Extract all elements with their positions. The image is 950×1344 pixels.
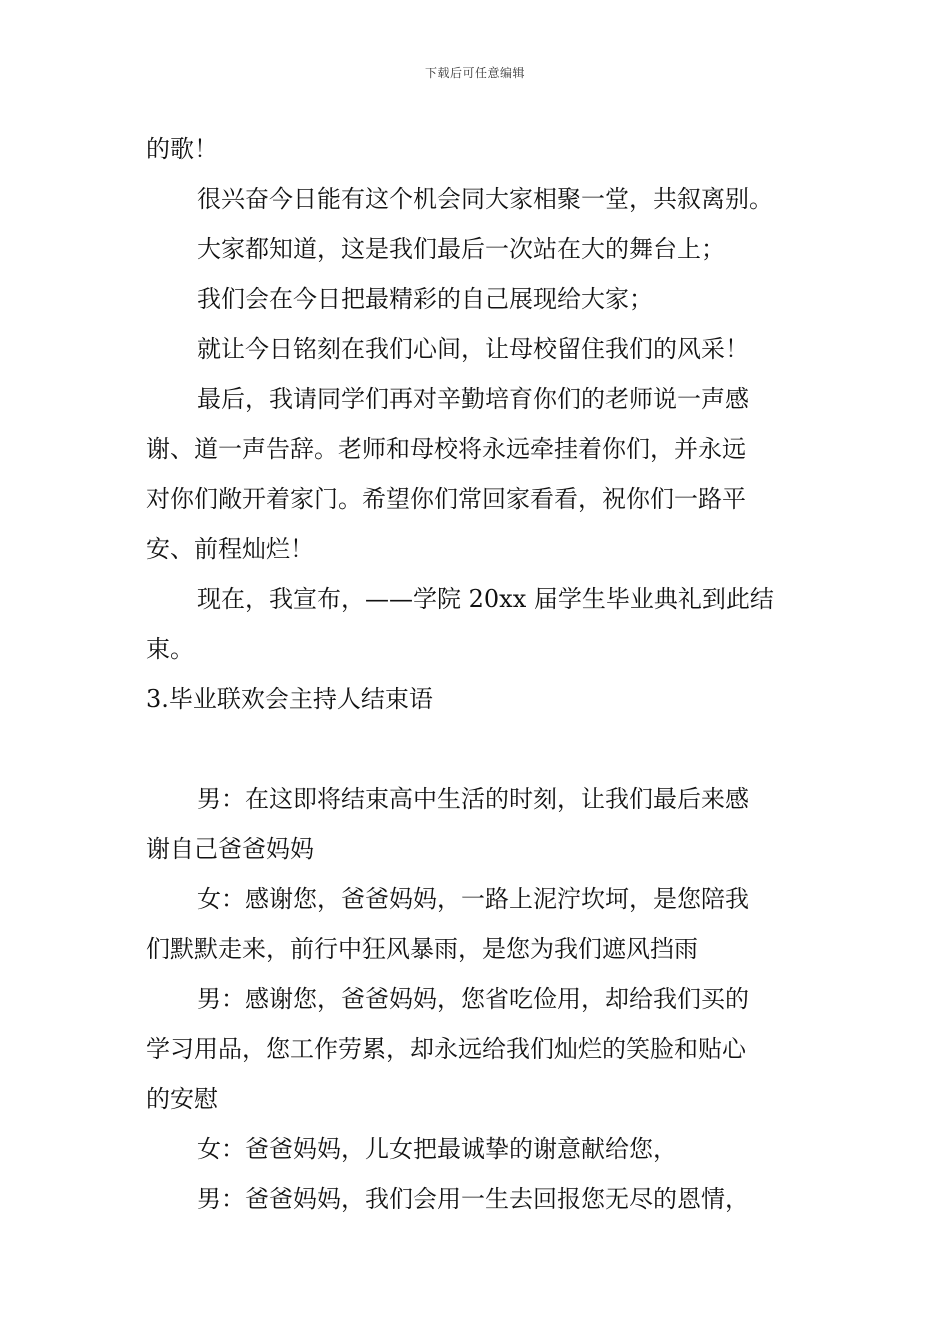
paragraph-line: 就让今日铭刻在我们心间，让母校留住我们的风采！ <box>197 335 749 363</box>
dialogue-line: 女：感谢您，爸爸妈妈，一路上泥泞坎坷，是您陪我 <box>197 885 749 913</box>
dialogue-line: 男：感谢您，爸爸妈妈，您省吃俭用，却给我们买的 <box>197 985 749 1013</box>
paragraph-line: 大家都知道，这是我们最后一次站在大的舞台上； <box>197 235 725 263</box>
paragraph-line: 的歌！ <box>146 135 218 163</box>
dialogue-line: 男：在这即将结束高中生活的时刻，让我们最后来感 <box>197 785 749 813</box>
dialogue-line: 们默默走来，前行中狂风暴雨，是您为我们遮风挡雨 <box>146 935 698 963</box>
header-note: 下载后可任意编辑 <box>424 66 525 80</box>
paragraph-line: 现在，我宣布，——学院 20xx 届学生毕业典礼到此结 <box>197 585 774 613</box>
paragraph-line: 谢、道一声告辞。老师和母校将永远牵挂着你们，并永远 <box>146 435 746 463</box>
dialogue-line: 学习用品，您工作劳累，却永远给我们灿烂的笑脸和贴心 <box>146 1035 746 1063</box>
dialogue-line: 谢自己爸爸妈妈 <box>146 835 314 863</box>
document-body <box>146 124 808 1224</box>
paragraph-line: 束。 <box>146 635 194 663</box>
paragraph-line: 对你们敞开着家门。希望你们常回家看看，祝你们一路平 <box>146 485 746 513</box>
dialogue-line: 女：爸爸妈妈，儿女把最诚挚的谢意献给您， <box>197 1135 677 1163</box>
paragraph-line: 我们会在今日把最精彩的自己展现给大家； <box>197 285 653 313</box>
dialogue-line: 男：爸爸妈妈，我们会用一生去回报您无尽的恩情， <box>197 1185 749 1213</box>
dialogue-line: 的安慰 <box>146 1085 218 1113</box>
paragraph-line: 最后，我请同学们再对辛勤培育你们的老师说一声感 <box>197 385 749 413</box>
section-heading: 3.毕业联欢会主持人结束语 <box>146 685 433 713</box>
paragraph-line: 安、前程灿烂！ <box>146 535 314 563</box>
blank-line <box>146 724 808 774</box>
paragraph-line: 很兴奋今日能有这个机会同大家相聚一堂，共叙离别。 <box>197 185 773 213</box>
